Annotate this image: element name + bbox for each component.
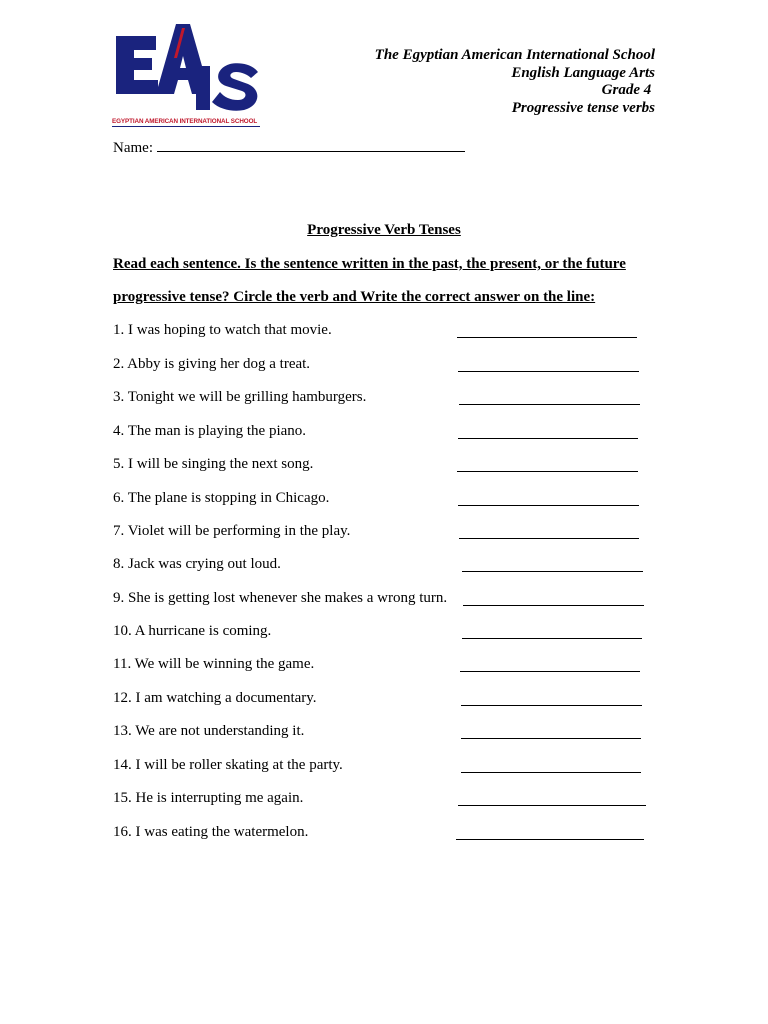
question-11: 11. We will be winning the game.	[113, 656, 315, 672]
answer-line-4[interactable]	[458, 438, 638, 439]
answer-line-2[interactable]	[458, 371, 639, 372]
question-13: 13. We are not understanding it.	[113, 723, 305, 739]
grade-label: Grade 4	[601, 82, 655, 98]
answer-line-16[interactable]	[456, 839, 644, 840]
question-1: 1. I was hoping to watch that movie.	[113, 322, 332, 338]
question-6: 6. The plane is stopping in Chicago.	[113, 490, 330, 506]
name-field	[113, 138, 465, 157]
school-name: The Egyptian American International School	[374, 47, 655, 63]
question-9: 9. She is getting lost whenever she makes a wrong turn.	[113, 590, 448, 606]
answer-line-7[interactable]	[459, 538, 639, 539]
question-7: 7. Violet will be performing in the play.	[113, 523, 351, 539]
logo-caption: EGYPTIAN AMERICAN INTERNATIONAL SCHOOL	[112, 118, 260, 127]
instructions-line-1: Read each sentence. Is the sentence written in the past, the present, or the future	[113, 256, 626, 272]
question-14: 14. I will be roller skating at the party.	[113, 757, 343, 773]
question-16: 16. I was eating the watermelon.	[113, 824, 309, 840]
answer-line-10[interactable]	[462, 638, 642, 639]
answer-line-6[interactable]	[458, 505, 639, 506]
question-5: 5. I will be singing the next song.	[113, 456, 314, 472]
eais-logo-icon	[112, 22, 262, 118]
answer-line-5[interactable]	[457, 471, 638, 472]
instructions-line-2: progressive tense? Circle the verb and Write the correct answer on the line:	[113, 289, 596, 305]
topic-label: Progressive tense verbs	[511, 99, 655, 116]
answer-line-9[interactable]	[463, 605, 644, 606]
question-12: 12. I am watching a documentary.	[113, 690, 317, 706]
subject-name: English Language Arts	[511, 64, 655, 81]
answer-line-13[interactable]	[461, 738, 641, 739]
name-label: Name:	[113, 140, 153, 156]
name-blank-line[interactable]	[157, 138, 465, 152]
question-4: 4. The man is playing the piano.	[113, 423, 307, 439]
answer-line-11[interactable]	[460, 671, 640, 672]
document-header	[375, 47, 655, 117]
question-15: 15. He is interrupting me again.	[113, 790, 304, 806]
worksheet-title: Progressive Verb Tenses	[307, 222, 461, 238]
school-logo	[112, 22, 262, 130]
question-10: 10. A hurricane is coming.	[113, 623, 272, 639]
answer-line-14[interactable]	[461, 772, 641, 773]
question-3: 3. Tonight we will be grilling hamburgers.	[113, 389, 367, 405]
question-8: 8. Jack was crying out loud.	[113, 556, 281, 572]
answer-line-3[interactable]	[459, 404, 640, 405]
question-2: 2. Abby is giving her dog a treat.	[113, 356, 311, 372]
answer-line-15[interactable]	[458, 805, 646, 806]
answer-line-12[interactable]	[461, 705, 642, 706]
answer-line-8[interactable]	[462, 571, 643, 572]
answer-line-1[interactable]	[457, 337, 637, 338]
